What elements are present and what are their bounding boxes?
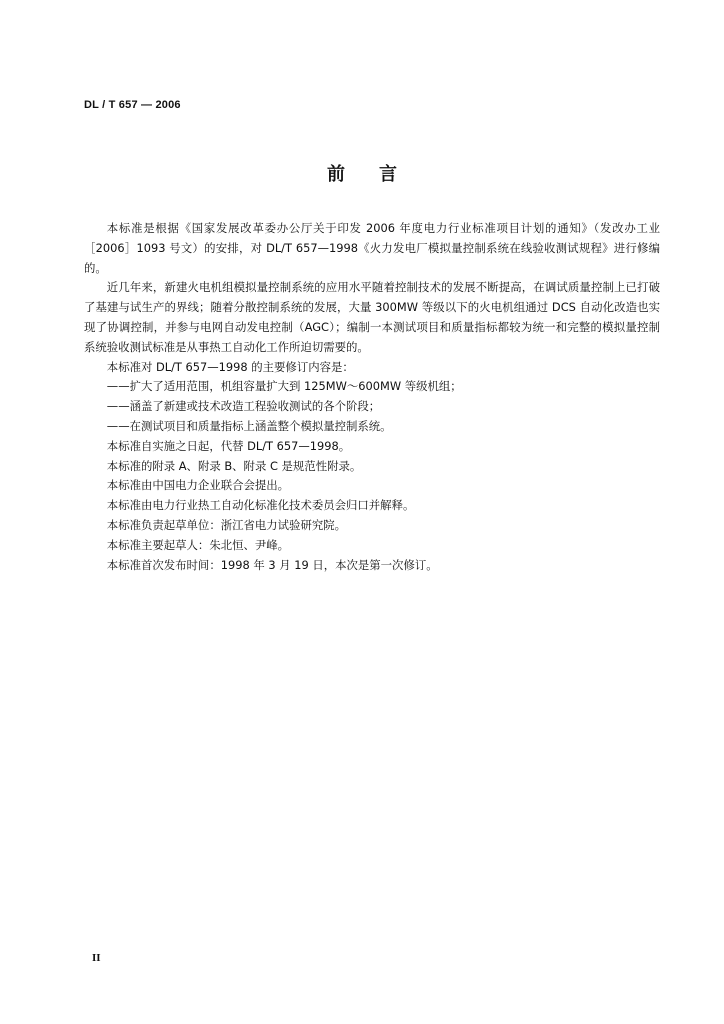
statement-drafting-unit: 本标准负责起草单位：浙江省电力试验研究院。 [106, 517, 347, 532]
foreword-body [84, 219, 660, 575]
revision-item: ——扩大了适用范围，机组容量扩大到 125MW～600MW 等级机组； [106, 379, 462, 394]
revision-intro: 本标准对 DL/T 657—1998 的主要修订内容是： [106, 359, 354, 374]
page-number: II [92, 952, 101, 964]
statement-replaces: 本标准自实施之日起，代替 DL/T 657—1998。 [106, 438, 351, 453]
page-title: 前言 [327, 164, 431, 185]
paragraph-basis: 本标准是根据《国家发展改革委办公厅关于印发 2006 年度电力行业标准项目计划的通知》（发改办工业［2006］1093 号文）的安排，对 DL/T 657—1998《火力发电厂模拟量控制系统在线验收测试规程》进行修编的。 [84, 221, 660, 275]
document-code: DL / T 657 — 2006 [84, 99, 181, 111]
paragraph-background: 近几年来，新建火电机组模拟量控制系统的应用水平随着控制技术的发展不断提高，在调试质量控制上已打破了基建与试生产的界线；随着分散控制系统的发展，大量 300MW 等级以下的火电机组通过 DCS 自动化改造也实现了协调控制，并参与电网自动发电控制（AGC）；编制一本测试项目和质量指标都较为统一和完整的模拟量控制系统验收测试标准是从事热工自动化工作所迫切需要的。 [84, 280, 660, 354]
statement-appendices: 本标准的附录 A、附录 B、附录 C 是规范性附录。 [106, 458, 362, 473]
statement-proposer: 本标准由中国电力企业联合会提出。 [106, 478, 290, 493]
statement-publication: 本标准首次发布时间：1998 年 3 月 19 日，本次是第一次修订。 [106, 557, 438, 572]
revision-item: ——涵盖了新建或技术改造工程验收测试的各个阶段； [106, 399, 381, 414]
statement-drafters: 本标准主要起草人：朱北恒、尹峰。 [106, 537, 290, 552]
revision-item: ——在测试项目和质量指标上涵盖整个模拟量控制系统。 [106, 418, 392, 433]
statement-interpreter: 本标准由电力行业热工自动化标准化技术委员会归口并解释。 [106, 498, 415, 513]
